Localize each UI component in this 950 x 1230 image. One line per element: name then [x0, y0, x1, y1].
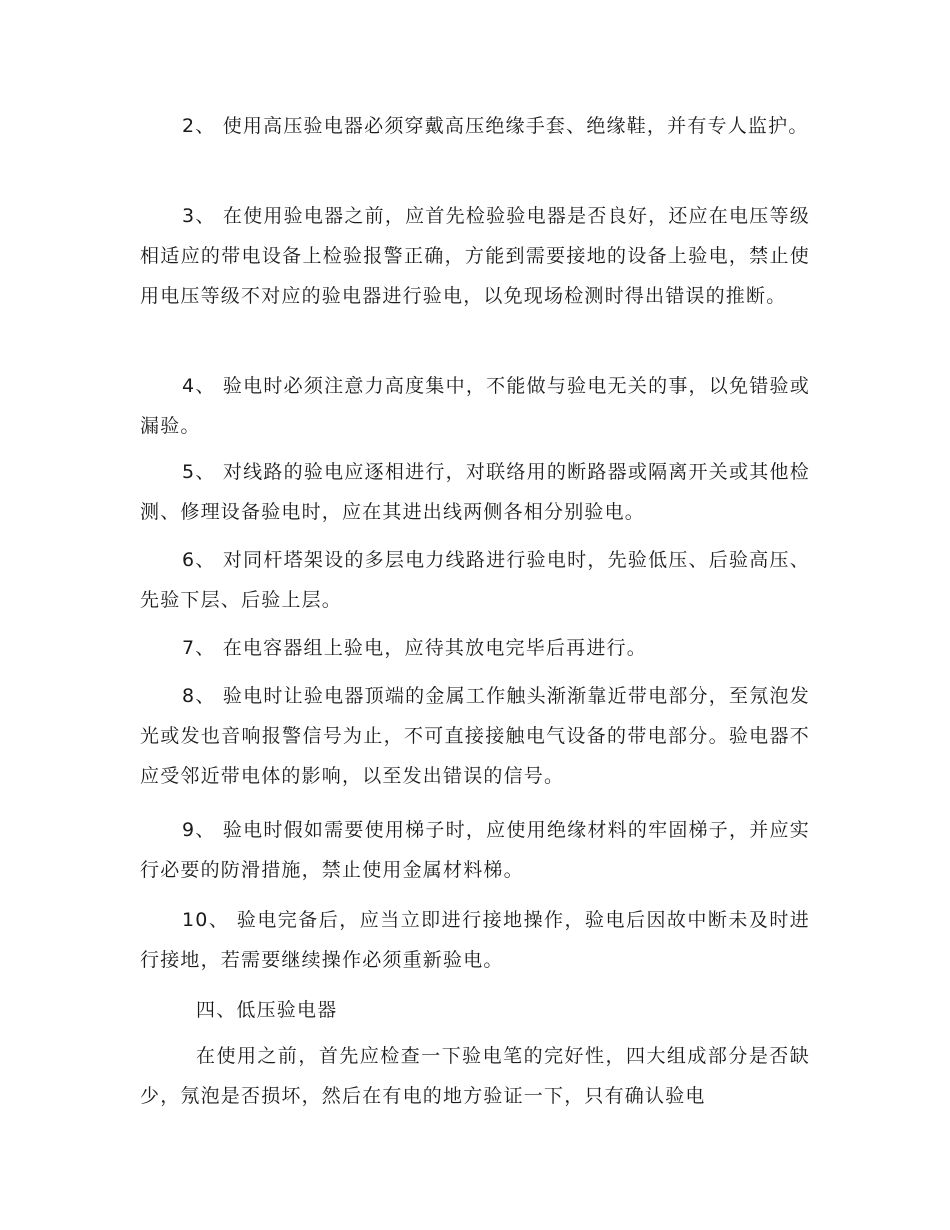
section-paragraph: 在使用之前，首先应检查一下验电笔的完好性，四大组成部分是否缺少，氖泡是否损坏，然后在有电的地方验证一下，只有确认验电	[140, 1045, 810, 1107]
section-heading: 四、低压验电器	[196, 999, 338, 1021]
paragraph-item-10: 10、 验电完备后，应当立即进行接地操作，验电后因故中断未及时进行接地，若需要继续操作必须重新验电。	[140, 909, 810, 971]
paragraph-item-7: 7、 在电容器组上验电，应待其放电完毕后再进行。	[182, 637, 647, 659]
paragraph-item-2: 2、 使用高压验电器必须穿戴高压绝缘手套、绝缘鞋，并有专人监护。	[182, 115, 809, 137]
paragraph-item-3: 3、 在使用验电器之前，应首先检验验电器是否良好，还应在电压等级相适应的带电设备上检验报警正确，方能到需要接地的设备上验电，禁止使用电压等级不对应的验电器进行验电，以免现场检测时得出错误的推断。	[140, 205, 810, 307]
paragraph-item-6: 6、 对同杆塔架设的多层电力线路进行验电时，先验低压、后验高压、先验下层、后验上层。	[140, 549, 810, 611]
paragraph-item-8: 8、 验电时让验电器顶端的金属工作触头渐渐靠近带电部分，至氖泡发光或发也音响报警信号为止，不可直接接触电气设备的带电部分。验电器不应受邻近带电体的影响，以至发出错误的信号。	[140, 685, 810, 787]
paragraph-item-9: 9、 验电时假如需要使用梯子时，应使用绝缘材料的牢固梯子，并应实行必要的防滑措施，禁止使用金属材料梯。	[140, 819, 810, 881]
paragraph-item-4: 4、 验电时必须注意力高度集中，不能做与验电无关的事，以免错验或漏验。	[140, 375, 810, 437]
paragraph-item-5: 5、 对线路的验电应逐相进行，对联络用的断路器或隔离开关或其他检测、修理设备验电时，应在其进出线两侧各相分别验电。	[140, 461, 810, 523]
